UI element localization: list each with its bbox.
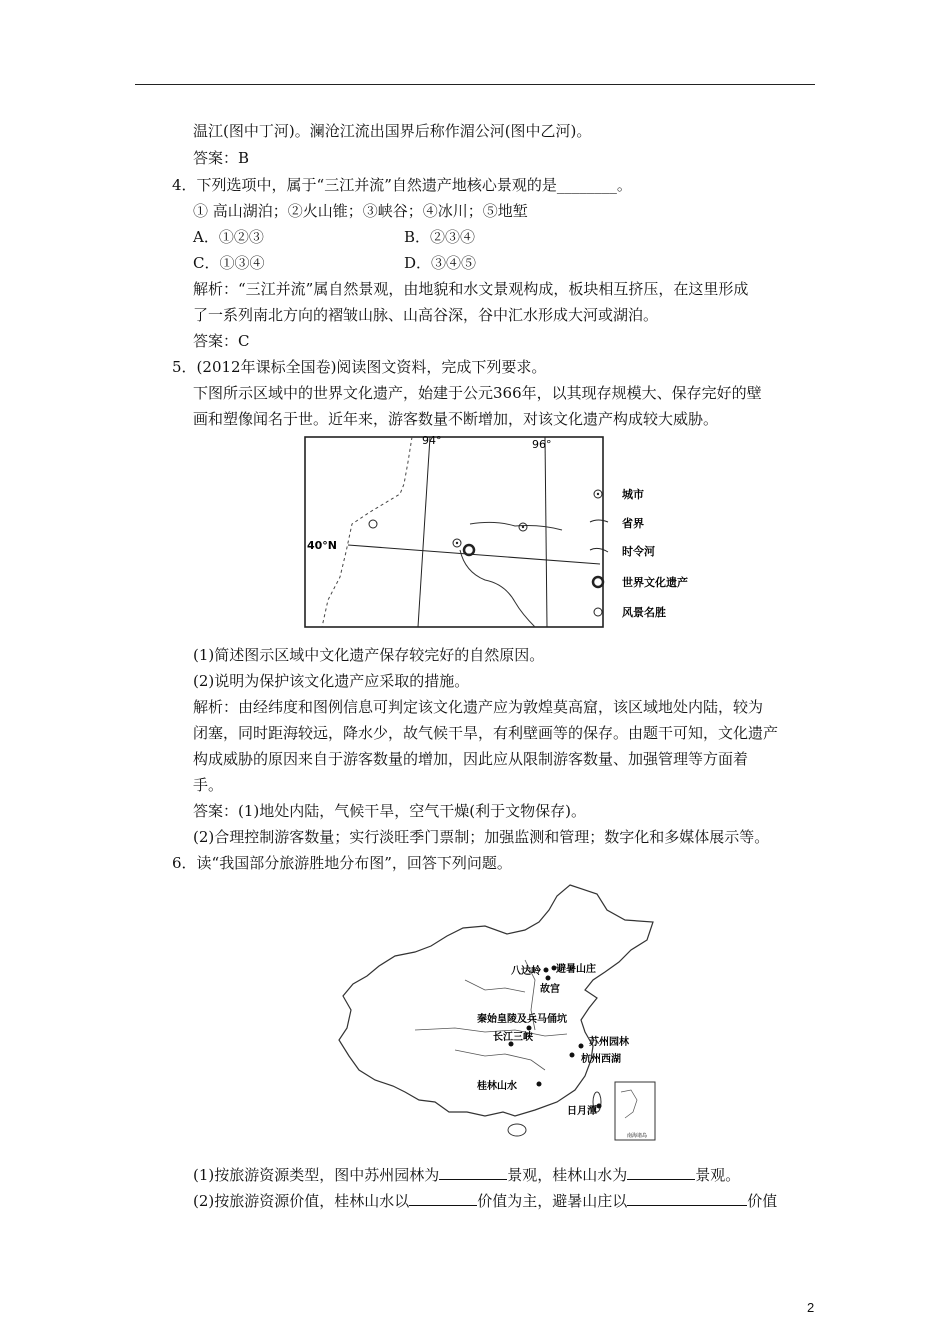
province-boundary — [322, 437, 412, 627]
internal-boundary-3 — [465, 980, 525, 992]
label-badaling: 八达岭 — [511, 966, 541, 977]
legend-scenic: 风景名胜 — [622, 606, 666, 619]
q4-analysis-1: 解析：“三江并流”属自然景观，由地貌和水文景观构成，板块相互挤压，在这里形成 — [193, 280, 749, 298]
q4-stem: 4．下列选项中，属于“三江并流”自然遗产地核心景观的是________。 — [172, 176, 632, 194]
q5-analysis-4: 手。 — [193, 776, 224, 794]
longitude-96-line — [545, 437, 547, 627]
label-sun-moon-lake: 日月潭 — [567, 1106, 597, 1117]
label-gugong: 故宫 — [540, 984, 560, 995]
q4-option-d: D．③④⑤ — [404, 254, 477, 272]
q5-answer-2: (2)合理控制游客数量；实行淡旺季门票制；加强监测和管理；数字化和多媒体展示等。 — [193, 828, 770, 846]
q4-option-b: B．②③④ — [404, 228, 476, 246]
page-number: 2 — [807, 1300, 815, 1315]
china-tourism-map — [335, 880, 665, 1150]
map-legend — [590, 487, 688, 619]
q5-sub-1: (1)简述图示区域中文化遗产保存较完好的自然原因。 — [193, 646, 545, 664]
legend-province: 省界 — [622, 517, 644, 530]
q5-analysis-1: 解析：由经纬度和图例信息可判定该文化遗产应为敦煌莫高窟，该区域地处内陆，较为 — [193, 698, 764, 716]
label-three-gorges: 长江三峡 — [493, 1032, 533, 1043]
q4-analysis-2: 了一系列南北方向的褶皱山脉、山高谷深，谷中汇水形成大河或湖泊。 — [193, 306, 659, 324]
answer-blank[interactable] — [627, 1191, 747, 1206]
internal-boundary-4 — [455, 1050, 545, 1070]
heritage-marker — [464, 545, 474, 555]
scenic-spot-marker — [369, 520, 377, 528]
seasonal-river-2 — [460, 550, 535, 627]
prev-answer: 答案：B — [193, 149, 250, 167]
q4-items: ① 高山湖泊；②火山锥；③峡谷；④冰川；⑤地堑 — [193, 202, 528, 220]
label-bishu-shanzhuang: 避暑山庄 — [556, 964, 596, 975]
legend-river: 时令河 — [622, 545, 655, 558]
longitude-94-label: 94° — [422, 434, 442, 447]
q6-stem: 6．读“我国部分旅游胜地分布图”，回答下列问题。 — [172, 854, 512, 872]
label-hangzhou-westlake: 杭州西湖 — [581, 1054, 621, 1065]
south-sea-inset — [615, 1082, 655, 1140]
q6-sub-2: (2)按旅游资源价值，桂林山水以 价值为主，避暑山庄以 价值 — [193, 1192, 778, 1210]
longitude-96-label: 96° — [532, 438, 552, 451]
q5-answer-1: 答案：(1)地处内陆，气候干旱，空气干燥(利于文物保存)。 — [193, 802, 586, 820]
prev-text: 温江(图中丁河)。澜沧江流出国界后称作湄公河(图中乙河)。 — [193, 122, 592, 140]
q5-analysis-2: 闭塞，同时距海较远，降水少，故气候干旱，有利壁画等的保存。由题干可知，文化遗产 — [193, 724, 779, 742]
internal-boundary — [415, 1028, 567, 1036]
label-guilin: 桂林山水 — [477, 1081, 517, 1092]
header-rule — [135, 84, 815, 85]
q5-text-1: 下图所示区域中的世界文化遗产，始建于公元366年，以其现存规模大、保存完好的壁 — [193, 384, 762, 402]
q5-text-2: 画和塑像闻名于世。近年来，游客数量不断增加，对该文化遗产构成较大威胁。 — [193, 410, 719, 428]
inset-label: 南海诸岛 — [627, 1133, 648, 1139]
q4-option-c: C．①③④ — [193, 254, 265, 272]
legend-heritage: 世界文化遗产 — [622, 576, 688, 589]
dunhuang-map — [300, 432, 700, 632]
q5-stem: 5．(2012年课标全国卷)阅读图文资料，完成下列要求。 — [172, 358, 547, 376]
latitude-40-label: 40°N — [307, 539, 338, 552]
longitude-94-line — [418, 437, 430, 627]
legend-city: 城市 — [622, 488, 644, 501]
q5-sub-2: (2)说明为保护该文化遗产应采取的措施。 — [193, 672, 470, 690]
q4-answer: 答案：C — [193, 332, 250, 350]
q5-analysis-3: 构成威胁的原因来自于游客数量的增加，因此应从限制游客数量、加强管理等方面着 — [193, 750, 749, 768]
answer-blank[interactable] — [439, 1165, 507, 1180]
q6-sub-1: (1)按旅游资源类型，图中苏州园林为 景观，桂林山水为 景观。 — [193, 1166, 741, 1184]
hainan-island — [508, 1124, 526, 1136]
seasonal-river — [470, 522, 562, 530]
answer-blank[interactable] — [627, 1165, 695, 1180]
label-terracotta: 秦始皇陵及兵马俑坑 — [477, 1014, 567, 1025]
label-suzhou-gardens: 苏州园林 — [589, 1037, 629, 1048]
q4-option-a: A．①②③ — [193, 228, 264, 246]
answer-blank[interactable] — [409, 1191, 477, 1206]
